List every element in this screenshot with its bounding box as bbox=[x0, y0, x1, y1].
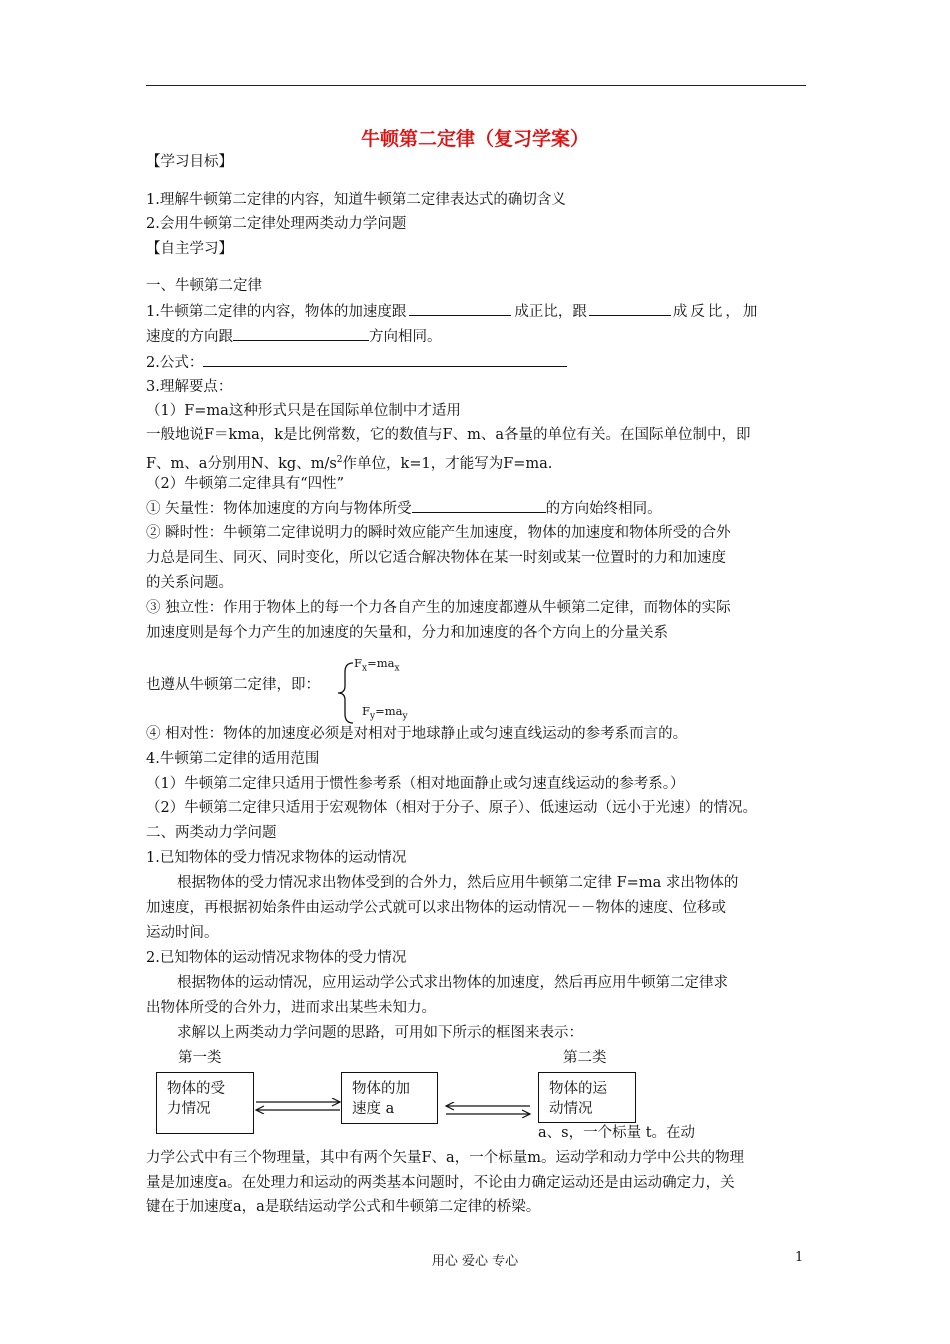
eq-symbol: F bbox=[354, 656, 362, 670]
header-rule bbox=[146, 85, 806, 86]
point-3-4: （2）牛顿第二定律具有“四性” bbox=[146, 476, 345, 492]
box-text: 物体的受 bbox=[167, 1081, 225, 1097]
text-segment: 成反比，加 bbox=[672, 304, 761, 320]
summary-line-3: 量是加速度a。在处理力和运动的两类基本问题时，不论由力确定运动还是由运动确定力，关 bbox=[146, 1175, 735, 1191]
eq-subscript: y bbox=[369, 711, 376, 722]
eq-subscript: y bbox=[402, 711, 408, 722]
equation-y bbox=[362, 704, 408, 721]
point-3-10: 加速度则是每个力产生的加速度的矢量和，分力和加速度的各个方向上的分量关系 bbox=[146, 625, 668, 641]
point-3: 3.理解要点： bbox=[146, 379, 233, 395]
page-number: 1 bbox=[795, 1250, 804, 1265]
point-3-12: ④ 相对性：物体的加速度必须是对相对于地球静止或匀速直线运动的参考系而言的。 bbox=[146, 726, 688, 742]
text-segment: 作单位，k=1，才能写为F=ma. bbox=[342, 455, 553, 472]
point-3-2: 一般地说F＝kma，k是比例常数，它的数值与F、m、a各量的单位有关。在国际单位制中，即 bbox=[146, 427, 751, 443]
text-segment: F、m、a分别用N、kg、m/s bbox=[146, 455, 337, 472]
box-text: 物体的加 bbox=[352, 1081, 410, 1097]
superscript: 2 bbox=[336, 455, 343, 465]
framework-intro: 求解以上两类动力学问题的思路，可用如下所示的框图来表示： bbox=[177, 1025, 583, 1041]
question-2: 2.已知物体的运动情况求物体的受力情况 bbox=[146, 950, 407, 966]
point-3-9: ③ 独立性：作用于物体上的每一个力各自产生的加速度都遵从牛顿第二定律，而物体的实际 bbox=[146, 600, 731, 616]
point-3-5 bbox=[146, 498, 662, 519]
text-segment: 速度的方向跟 bbox=[146, 329, 233, 345]
fill-blank[interactable] bbox=[233, 326, 369, 341]
section-2-heading: 二、两类动力学问题 bbox=[146, 825, 277, 841]
point-2 bbox=[146, 352, 567, 373]
question-1-text-1: 根据物体的受力情况求出物体受到的合外力，然后应用牛顿第二定律 F=ma 求出物体的 bbox=[177, 875, 739, 891]
summary-line-2: 力学公式中有三个物理量，其中有两个矢量F、a，一个标量m。运动学和动力学中公共的物理 bbox=[146, 1150, 744, 1166]
point-4-1: （1）牛顿第二定律只适用于惯性参考系（相对地面静止或匀速直线运动的参考系。） bbox=[146, 776, 685, 792]
box-acceleration bbox=[341, 1072, 438, 1124]
footer-motto: 用心 爱心 专心 bbox=[431, 1254, 519, 1269]
question-1-text-3: 运动时间。 bbox=[146, 925, 219, 941]
text-segment: 成正比，跟 bbox=[514, 304, 587, 320]
heading-self-study: 【自主学习】 bbox=[146, 241, 233, 257]
eq-subscript: x bbox=[394, 663, 400, 674]
eq-symbol: F bbox=[362, 704, 370, 718]
double-arrow-icon bbox=[444, 1102, 532, 1118]
question-2-text-2: 出物体所受的合外力，进而求出某些未知力。 bbox=[146, 1000, 436, 1016]
text-segment: 方向相同。 bbox=[369, 329, 442, 345]
point-3-6: ② 瞬时性：牛顿第二定律说明力的瞬时效应能产生加速度，物体的加速度和物体所受的合外 bbox=[146, 525, 731, 541]
point-3-3 bbox=[146, 450, 552, 474]
box-text: 速度 a bbox=[352, 1101, 395, 1117]
brace-icon bbox=[337, 662, 355, 724]
fill-blank[interactable] bbox=[412, 498, 546, 513]
box-force-situation bbox=[156, 1072, 254, 1134]
point-4: 4.牛顿第二定律的适用范围 bbox=[146, 751, 320, 767]
question-1: 1.已知物体的受力情况求物体的运动情况 bbox=[146, 850, 407, 866]
equation-x bbox=[354, 656, 400, 673]
fill-blank[interactable] bbox=[203, 352, 567, 367]
question-2-text-1: 根据物体的运动情况，应用运动学公式求出物体的加速度，然后再应用牛顿第二定律求 bbox=[177, 975, 728, 991]
box-motion-situation bbox=[538, 1072, 636, 1123]
text-segment: ① 矢量性：物体加速度的方向与物体所受 bbox=[146, 501, 412, 517]
eq-rhs: =ma bbox=[375, 704, 403, 718]
eq-subscript: x bbox=[361, 663, 368, 674]
point-3-7: 力总是同生、同灭、同时变化，所以它适合解决物体在某一时刻或某一位置时的力和加速度 bbox=[146, 550, 726, 566]
text-segment: 2.公式： bbox=[146, 355, 204, 371]
text-segment: 的方向始终相同。 bbox=[545, 501, 662, 517]
page-title: 牛顿第二定律（复习学案） bbox=[360, 128, 589, 150]
label-second-type: 第二类 bbox=[563, 1050, 607, 1066]
box-text: 动情况 bbox=[549, 1101, 593, 1117]
question-1-text-2: 加速度，再根据初始条件由运动学公式就可以求出物体的运动情况－－物体的速度、位移或 bbox=[146, 900, 726, 916]
goal-1: 1.理解牛顿第二定律的内容，知道牛顿第二定律表达式的确切含义 bbox=[146, 192, 566, 208]
point-4-2: （2）牛顿第二定律只适用于宏观物体（相对于分子、原子）、低速运动（远小于光速）的情况。 bbox=[146, 800, 757, 816]
goal-2: 2.会用牛顿第二定律处理两类动力学问题 bbox=[146, 216, 407, 232]
box-text: 力情况 bbox=[167, 1101, 211, 1117]
continuation-text: a、s，一个标量 t。在动 bbox=[538, 1125, 696, 1141]
summary-line-4: 键在于加速度a，a是联结运动学公式和牛顿第二定律的桥梁。 bbox=[146, 1199, 541, 1215]
point-1-line-1 bbox=[146, 301, 760, 322]
label-first-type: 第一类 bbox=[178, 1050, 222, 1066]
point-3-1: （1）F=ma这种形式只是在国际单位制中才适用 bbox=[146, 403, 461, 419]
heading-goals: 【学习目标】 bbox=[146, 154, 233, 170]
point-1-line-2 bbox=[146, 326, 442, 347]
point-3-8: 的关系问题。 bbox=[146, 575, 233, 591]
double-arrow-icon bbox=[254, 1098, 342, 1114]
point-3-11: 也遵从牛顿第二定律，即： bbox=[146, 677, 320, 693]
fill-blank[interactable] bbox=[409, 301, 511, 316]
eq-rhs: =ma bbox=[367, 656, 395, 670]
text-segment: 1.牛顿第二定律的内容，物体的加速度跟 bbox=[146, 304, 407, 320]
section-1-heading: 一、牛顿第二定律 bbox=[146, 278, 262, 294]
fill-blank[interactable] bbox=[589, 301, 671, 316]
box-text: 物体的运 bbox=[549, 1081, 607, 1097]
